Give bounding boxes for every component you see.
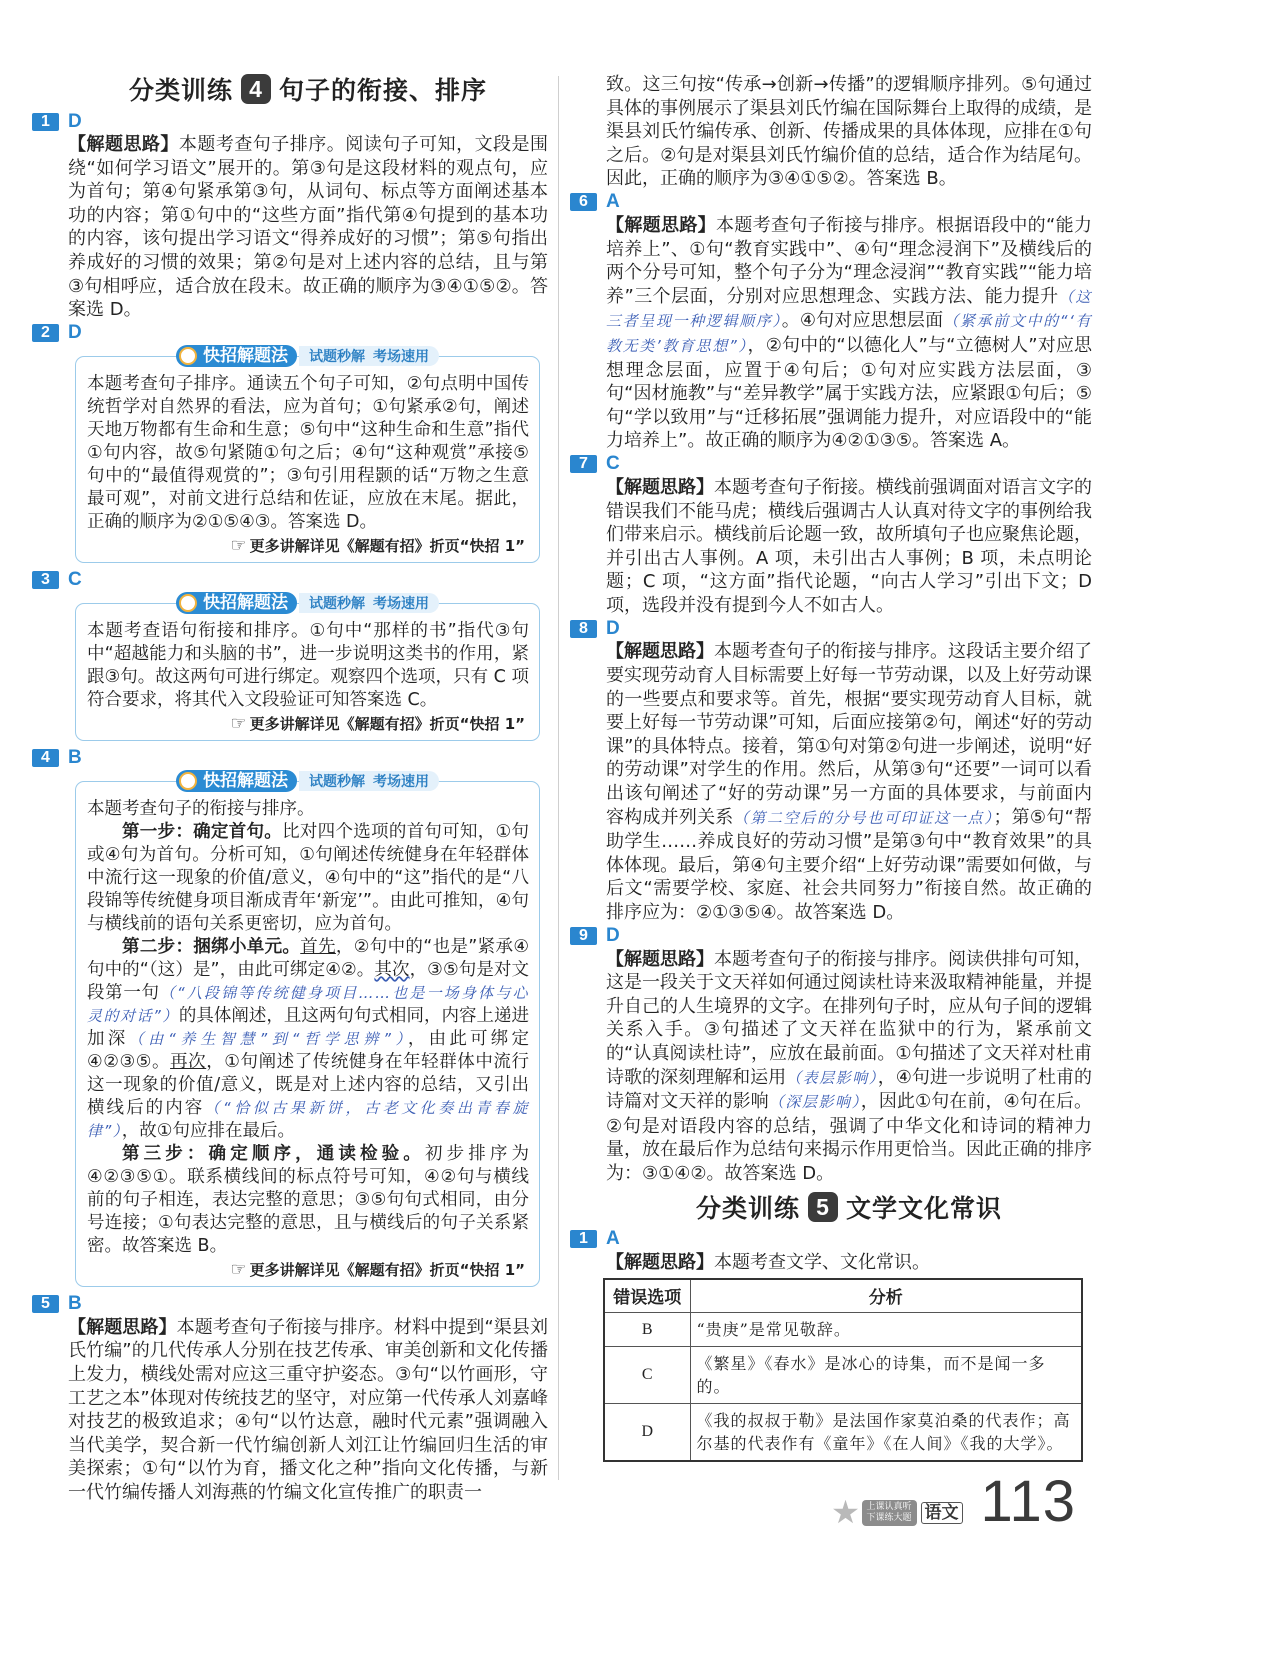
handwritten-note: （紧承前文中的“‘有教无类’教育思想”） — [606, 312, 1093, 355]
question-4-header — [32, 747, 548, 770]
table-cell-option: D — [604, 1403, 690, 1461]
analysis-text-c: ，②句中的“以德化人”与“立德树人”对应思想理念层面，应置于④句后；①句对应实践方法层面，③句“因材施教”与“差异教学”属于实践方法，应紧跟①句后；⑤句“学以致用”与“迁移拓展”强调能力提升，对应语段中的“能力培养上”。故正确的顺序为④②①③⑤。答案选 A。 — [606, 334, 1092, 452]
table-row — [604, 1403, 1082, 1461]
tip-tag-1: 试题秒解 — [309, 595, 365, 612]
analysis-text-c: ，因此①句在前，④句在后。②句是对语段内容的总结，强调了中华文化和诗词的精神力量，放在最后作为总结句来揭示作用更恰当。因此正确的排序为：③①④②。故答案选 D。 — [606, 1091, 1092, 1184]
tip-tags — [299, 593, 439, 613]
question-number-badge: 8 — [570, 620, 597, 638]
unit-title-prefix: 分类训练 — [128, 76, 233, 105]
handwritten-note: （表层影响） — [786, 1068, 878, 1087]
question-8-header — [570, 617, 1092, 640]
handwritten-note: （这三者呈现一种逻辑顺序） — [606, 287, 1092, 331]
table-cell-analysis: “贵庚”是常见敬辞。 — [690, 1312, 1082, 1346]
underlined-word-first: 首先 — [300, 936, 336, 957]
column-header-option: 错误选项 — [604, 1279, 690, 1312]
question-1-header — [32, 110, 548, 133]
handwritten-note: （第二空后的分号也可印证这一点） — [733, 808, 994, 827]
analysis-label: 【解题思路】 — [606, 641, 714, 663]
handwritten-note: （由“养生智慧”到“哲学思辨”） — [128, 1029, 408, 1048]
question-2-header — [32, 322, 548, 345]
tip-tag-1: 试题秒解 — [309, 773, 365, 790]
question-answer: C — [606, 453, 620, 475]
step-2 — [87, 936, 529, 1143]
tip-tag-2: 考场速用 — [373, 348, 429, 365]
tip-box-question-2 — [75, 345, 540, 563]
tip-title: 快招解题法 — [203, 592, 288, 613]
question-answer: D — [606, 617, 620, 639]
analysis-label: 【解题思路】 — [606, 948, 714, 970]
pointing-hand-icon: ☞ — [230, 534, 247, 556]
question-number-badge: 1 — [570, 1230, 597, 1248]
tip-title: 快招解题法 — [203, 345, 288, 366]
table-row — [604, 1312, 1082, 1346]
step-2-text-c: 的具体阐述，且这两句句式相同，内容上递进加深 — [87, 1005, 529, 1049]
tip-more-link — [87, 1258, 529, 1282]
tip-intro: 本题考查句子的衔接与排序。 — [87, 798, 315, 819]
mascot-icon — [179, 772, 197, 790]
step-3-text: 初步排序为④②③⑤①。联系横线间的标点符号可知，④②句与横线前的句子相连，表达完整的意思；③⑤句句式相同，由分号连接；①句表达完整的意思，且与横线后的句子关系紧密。故答案选 B。 — [87, 1143, 530, 1256]
column-header-analysis: 分析 — [690, 1279, 1082, 1312]
analysis-label: 【解题思路】 — [606, 476, 714, 498]
question-answer: A — [606, 1228, 620, 1250]
tip-tags — [299, 771, 439, 791]
tip-more-link — [87, 712, 529, 736]
question-answer: D — [68, 322, 82, 344]
question-5-header — [32, 1293, 548, 1316]
question-number-badge: 7 — [570, 455, 597, 473]
subject-badge: 语文 — [921, 1502, 963, 1524]
tip-tag-2: 考场速用 — [373, 773, 429, 790]
tip-more-text: 更多讲解详见《解题有招》折页“快招 1” — [249, 714, 525, 733]
tip-header — [76, 770, 539, 792]
analysis-text: 本题考查句子衔接。横线前强调面对语言文字的错误我们不能马虎；横线后强调古人认真对待文字的事例给我们带来启示。横线前后论题一致，故所填句子也应聚焦论题，并引出古人事例。A 项，未引出古人事例；B 项，未点明论题；C 项，“这方面”指代论题，“向古人学习”引出下文；D 项，选段并没有提到今人不如古人。 — [606, 476, 1092, 616]
analysis-text-a: 本题考查句子的衔接与排序。这段话主要介绍了要实现劳动育人目标需要上好每一节劳动课，以及上好劳动课的一些要点和要求等。首先，根据“要实现劳动育人目标，就要上好每一节劳动课”可知，后面应接第②句，阐述“好的劳动课”的具体特点。接着，第①句对第②句进一步阐述，说明“好的劳动课”对学生的作用。然后，从第③句“还要”一词可以看出该句阐述了“好的劳动课”另一方面的具体要求，与前面内容构成并列关系 — [606, 641, 1092, 828]
step-2-text-b: ，③⑤句是对文段第一句 — [87, 959, 529, 1003]
tip-tag-2: 考场速用 — [373, 595, 429, 612]
question-answer: A — [606, 191, 620, 213]
tip-title-pill — [176, 770, 297, 792]
column-divider — [558, 76, 559, 1480]
tip-title: 快招解题法 — [203, 770, 288, 791]
tip-tags — [299, 346, 439, 366]
table-cell-option: B — [604, 1312, 690, 1346]
tip-header — [76, 345, 539, 367]
unit-5-question-1-header — [570, 1228, 1092, 1251]
tip-text: 本题考查句子排序。通读五个句子可知，②句点明中国传统哲学对自然界的看法，应为首句；①句紧承②句，阐述天地万物都有生命和生意；⑤句中“这种生命和生意”指代①句内容，故⑤句紧随①句之后；④句“这种观赏”承接⑤句中的“最值得观赏的”；③句引用程颢的话“万物之生意最可观”，对前文进行总结和佐证，应放在末尾。据此，正确的顺序为②①⑤④③。答案选 D。 — [87, 373, 529, 532]
page-footer — [570, 1468, 1092, 1534]
analysis-label: 【解题思路】 — [606, 214, 717, 236]
tip-text: 本题考查语句衔接和排序。①句中“那样的书”指代③句中“超越能力和头脑的书”，进一步说明这类书的作用，紧跟③句。故这两句可进行绑定。观察四个选项，只有 C 项符合要求，将其代入文段验证可知答案选 C。 — [87, 620, 529, 710]
mascot-icon — [179, 594, 197, 612]
analysis-text-b: 。④句对应思想层面 — [781, 310, 944, 332]
tip-box-question-3 — [75, 592, 540, 741]
step-2-title: 第二步：捆绑小单元。 — [122, 936, 301, 957]
handwritten-note: （“恰似古果新饼，古老文化奏出青春旋律”） — [87, 1098, 530, 1140]
analysis-text-a: 本题考查句子衔接与排序。根据语段中的“能力培养上”、①句“教育实践中”、④句“理念浸润下”及横线后的两个分号可知，整个句子分为“理念浸润”“教育实践”“能力培养”三个层面，分别对应思想理念、实践方法、能力提升 — [606, 214, 1093, 307]
question-number-badge: 1 — [32, 113, 59, 131]
question-answer: D — [68, 110, 82, 132]
question-8-analysis — [570, 640, 1092, 924]
question-9-analysis — [570, 948, 1092, 1186]
step-3-title: 第三步：确定顺序，通读检验。 — [122, 1143, 425, 1164]
error-analysis-table — [603, 1278, 1083, 1462]
unit-4-title — [32, 72, 548, 110]
slogan-line-1: 上课认真听 — [866, 1501, 912, 1512]
question-5-analysis-part-2: 致。这三句按“传承→创新→传播”的逻辑顺序排列。⑤句通过具体的事例展示了渠县刘氏竹编在国际舞台上取得的成绩，是渠县刘氏竹编传承、创新、传播成果的具体体现，应排在①句之后。②句是对渠县刘氏竹编价值的总结，适合作为结尾句。因此，正确的顺序为③④①⑤②。答案选 B。 — [606, 74, 1092, 190]
question-6-header — [570, 191, 1092, 214]
handwritten-note: （“八段锦等传统健身项目……也是一场身体与心灵的对话”） — [87, 983, 529, 1025]
question-3-header — [32, 569, 548, 592]
analysis-text-b: ，④句进一步说明了杜甫的诗篇对文天祥的影响 — [606, 1066, 1092, 1113]
table-row — [604, 1346, 1082, 1403]
step-2-text-e: ，①句阐述了传统健身在年轻群体中流行这一现象的价值/意义，既是对上述内容的总结，又引出横线后的内容 — [87, 1051, 530, 1118]
analysis-text: 本题考查文学、文化常识。 — [714, 1251, 930, 1273]
question-number-badge: 4 — [32, 749, 59, 767]
analysis-text: 本题考查句子衔接与排序。材料中提到“渠县刘氏竹编”的几代传承人分别在技艺传承、审美创新和文化传播上发力，横线处需对应这三重守护姿态。③句“以竹画形，守工艺之本”体现对传统技艺的坚守，对应第一代传承人刘嘉峰对技艺的极致追求；④句“以竹达意，融时代元素”强调融入当代美学，契合新一代竹编创新人刘江让竹编回归生活的审美探索；①句“以竹为育，播文化之种”指向文化传播，与新一代竹编传播人刘海燕的竹编文化宣传推广的职责一 — [68, 1316, 549, 1503]
tip-more-text: 更多讲解详见《解题有招》折页“快招 1” — [249, 1260, 525, 1279]
question-number-badge: 2 — [32, 324, 59, 342]
mascot-icon — [179, 347, 197, 365]
tip-more-text: 更多讲解详见《解题有招》折页“快招 1” — [249, 536, 525, 555]
question-9-header — [570, 925, 1092, 948]
tip-box-question-4 — [75, 770, 540, 1287]
unit-title-name: 句子的衔接、排序 — [279, 76, 488, 105]
table-cell-analysis: 《我的叔叔于勒》是法国作家莫泊桑的代表作；高尔基的代表作有《童年》《在人间》《我的大学》。 — [690, 1403, 1082, 1461]
step-1-title: 第一步：确定首句。 — [122, 821, 283, 842]
question-number-badge: 5 — [32, 1295, 59, 1313]
unit-5-title — [570, 1190, 1092, 1228]
unit-5-question-1-analysis — [570, 1251, 1092, 1275]
tip-more-link — [87, 534, 529, 558]
underlined-word-third: 再次 — [170, 1051, 207, 1072]
handwritten-note: （深层影响） — [768, 1093, 861, 1112]
slogan-line-2: 下课练大题 — [866, 1512, 912, 1523]
analysis-text-b: ；第⑤句“帮助学生……养成良好的劳动习惯”是第③句中“教育效果”的具体体现。最后，第④句主要介绍“上好劳动课”需要如何做，与后文“需要学校、家庭、社会共同努力”衔接自然。故正确的排序应为：②①③⑤④。故答案选 D。 — [606, 806, 1093, 923]
question-answer: B — [68, 1293, 82, 1315]
table-header-row — [604, 1279, 1082, 1312]
tip-header — [76, 592, 539, 614]
brand-logo — [833, 1500, 963, 1526]
question-7-analysis — [570, 476, 1092, 618]
analysis-label: 【解题思路】 — [68, 1316, 177, 1338]
step-1 — [87, 821, 529, 936]
step-2-text-f: ，故①句应排在最后。 — [121, 1120, 295, 1141]
step-3 — [87, 1143, 529, 1258]
question-answer: C — [68, 569, 82, 591]
analysis-text-a: 本题考查句子的衔接与排序。阅读供排句可知，这是一段关于文天祥如何通过阅读杜诗来汲取精神能量，并提升自己的人生境界的文字。在排列句子时，应从句子间的逻辑关系入手。③句描述了文天祥在监狱中的行为，紧承前文的“认真阅读杜诗”，应放在最前面。①句描述了文天祥对杜甫诗歌的深刻理解和运用 — [606, 948, 1092, 1088]
question-6-analysis — [570, 214, 1092, 453]
page-number: 113 — [980, 1468, 1076, 1534]
unit-number-badge: 4 — [241, 74, 271, 104]
table-cell-analysis: 《繁星》《春水》是冰心的诗集，而不是闻一多的。 — [690, 1346, 1082, 1403]
tip-title-pill — [176, 592, 297, 614]
star-mascot-icon — [833, 1500, 859, 1526]
question-answer: B — [68, 747, 82, 769]
tip-title-pill — [176, 345, 297, 367]
pointing-hand-icon: ☞ — [230, 712, 247, 734]
question-7-header — [570, 453, 1092, 476]
question-1-analysis — [32, 133, 548, 322]
analysis-text: 本题考查句子排序。阅读句子可知，文段是围绕“如何学习语文”展开的。第③句是这段材料的观点句，应为首句；第④句紧承第③句，从词句、标点等方面阐述基本功的内容；第①句中的“这些方面”指代第④句提到的基本功的内容，该句提出学习语文“得养成好的习惯”；第⑤句指出养成好的习惯的效果；第②句是对上述内容的总结，且与第③句相呼应，适合放在段末。故正确的顺序为③④①⑤②。答案选 D。 — [68, 134, 549, 321]
question-5-analysis-part-1 — [32, 1316, 548, 1505]
question-number-badge: 3 — [32, 571, 59, 589]
wavy-underlined-word-second: 其次 — [374, 959, 410, 980]
brand-slogan — [862, 1500, 917, 1526]
left-column — [32, 72, 548, 1505]
unit-title-prefix: 分类训练 — [695, 1193, 800, 1223]
pointing-hand-icon: ☞ — [230, 1258, 247, 1280]
unit-title-name: 文学文化常识 — [846, 1193, 1003, 1223]
right-column — [570, 73, 1093, 1534]
question-number-badge: 9 — [570, 927, 597, 945]
step-2-text-d: ，由此可绑定④②③⑤。 — [87, 1028, 530, 1072]
unit-number-badge: 5 — [808, 1192, 838, 1222]
question-answer: D — [606, 925, 620, 947]
step-2-text-a: ，②句中的“也是”紧承④句中的“（这）是”，由此可绑定④②。 — [87, 936, 530, 980]
question-number-badge: 6 — [570, 193, 597, 211]
table-cell-option: C — [604, 1346, 690, 1403]
analysis-label: 【解题思路】 — [68, 134, 179, 155]
tip-tag-1: 试题秒解 — [309, 348, 365, 365]
analysis-label: 【解题思路】 — [606, 1251, 714, 1273]
step-1-text: 比对四个选项的首句可知，①句或④句为首句。分析可知，①句阐述传统健身在年轻群体中流行这一现象的价值/意义，④句中的“这”指代的是“八段锦等传统健身项目渐成青年‘新宠’”。由此可推知，④句与横线前的语句关系更密切，应为首句。 — [87, 821, 530, 934]
